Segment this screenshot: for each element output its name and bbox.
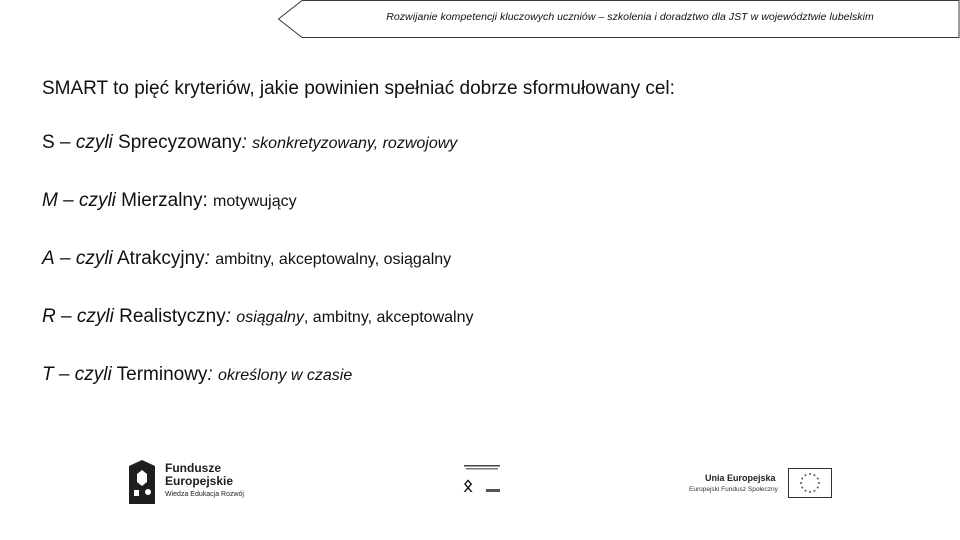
intro-lead: SMART [42,78,108,99]
criterion-word: Terminowy [111,364,208,385]
criterion-description-italic: osiągalny [236,309,304,326]
intro-sentence [42,78,922,100]
eu-star [805,490,807,492]
criterion-description: określony w czasie [217,367,353,384]
criterion-dash: – [55,306,77,327]
criterion-dash: – [54,248,76,269]
criterion-czyli: czyli [74,364,112,385]
criterion-letter: R [42,306,56,327]
criterion-letter: S [42,132,55,153]
criterion-dash: – [57,190,79,211]
criterion-colon: : [241,132,253,153]
criterion-czyli: czyli [75,248,113,269]
criterion-description: ambitny, akceptowalny, osiągalny [215,251,452,268]
criterion-word: Mierzalny [115,190,203,211]
criterion-r [42,306,473,329]
criterion-word: Sprecyzowany [112,132,242,153]
eu-star [800,482,802,484]
eu-star [809,473,811,475]
criterion-word: Atrakcyjny [112,248,205,269]
eu-star [801,487,803,489]
middle-logo-lines [464,465,500,471]
eu-star [805,474,807,476]
eu-star [817,478,819,480]
middle-logo [460,465,506,497]
program-name-text: Wiedza Edukacja Rozwój [165,491,244,498]
criterion-czyli: czyli [78,190,116,211]
eu-star [817,487,819,489]
unia-europejska-logo [688,468,836,500]
header-title: Rozwijanie kompetencji kluczowych uczniów – szkolenia i doradztwo dla JST w województwie lubelskim [386,11,874,23]
intro-text: to pięć kryteriów, jakie powinien spełniać dobrze sformułowany cel: [107,78,675,99]
criterion-description: skonkretyzowany, rozwojowy [252,135,458,152]
criterion-colon: : [225,306,237,327]
criterion-colon: : [207,364,218,385]
unia-europejska-text: Unia Europejska [705,473,776,483]
criterion-description: motywujący [213,193,297,210]
criterion-a [42,248,451,271]
criterion-colon: : [204,248,216,269]
criterion-letter: A [42,248,55,269]
criterion-word: Realistyczny [113,306,226,327]
fundusze-europejskie-mark-icon [128,460,156,504]
middle-logo-caption-mark [486,489,500,492]
runner-icon: ᛟ [463,476,474,495]
criterion-m [42,190,297,213]
header-banner [278,0,960,38]
efs-text: Europejski Fundusz Społeczny [689,486,778,493]
criterion-dash: – [53,364,75,385]
eu-star [809,491,811,493]
criterion-czyli: czyli [76,306,114,327]
slide-content [42,78,922,385]
criterion-t [42,364,352,387]
eu-star [814,474,816,476]
fundusze-europejskie-logo [128,460,278,506]
criterion-colon: : [202,190,214,211]
europejskie-text: Europejskie [165,474,234,488]
eu-flag-icon [788,468,832,498]
criterion-letter: M [42,190,58,211]
criterion-letter: T [42,364,54,385]
eu-star [801,478,803,480]
fundusze-text: Fundusze [165,461,221,475]
criterion-czyli: czyli [75,132,113,153]
criterion-s [42,132,457,155]
eu-star [818,482,820,484]
criterion-description-rest: , ambitny, akceptowalny [303,309,474,326]
eu-star [814,490,816,492]
criterion-dash: – [54,132,76,153]
